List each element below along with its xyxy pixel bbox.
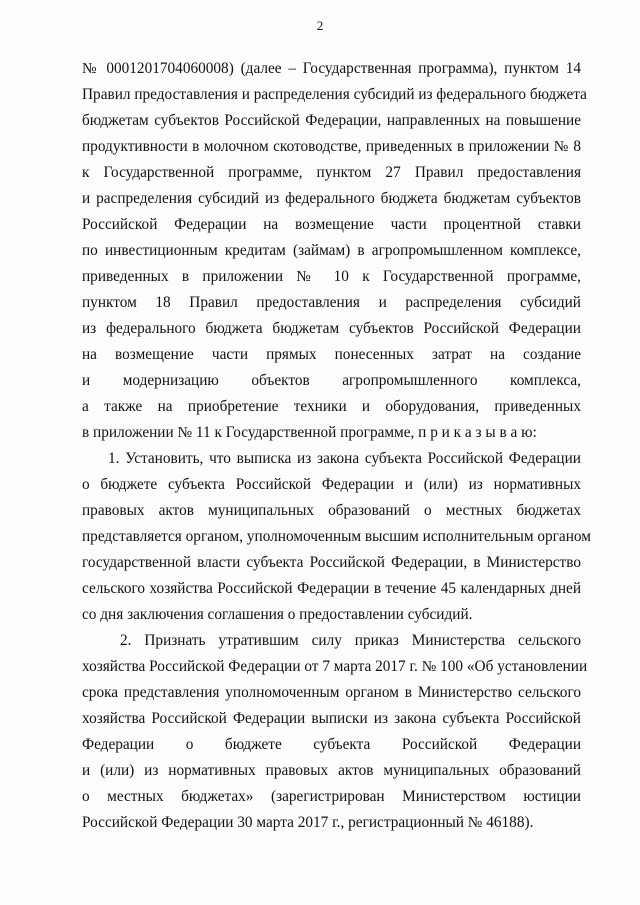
text-line: 2. Признать утратившим силу приказ Министерства сельского	[120, 632, 581, 649]
text-line: сельского хозяйства Российской Федерации в течение 45 календарных дней	[82, 580, 581, 597]
page-number: 2	[316, 18, 324, 33]
text-line: Правил предоставления и распределения субсидий из федерального бюджета	[82, 86, 587, 103]
text-line: на возмещение части прямых понесенных затрат на создание	[82, 346, 581, 363]
text-line: а также на приобретение техники и оборудования, приведенных	[82, 398, 581, 415]
text-line: 1. Установить, что выписка из закона субъекта Российской Федерации	[108, 450, 581, 467]
text-line: по инвестиционным кредитам (займам) в агропромышленном комплексе,	[82, 242, 581, 259]
text-line: о бюджете субъекта Российской Федерации и (или) из нормативных	[82, 476, 581, 493]
text-line: № 0001201704060008) (далее – Государственная программа), пунктом 14	[82, 60, 581, 77]
text-line: хозяйства Российской Федерации выписки из закона субъекта Российской	[82, 710, 581, 727]
text-line: о местных бюджетах» (зарегистрирован Министерством юстиции	[82, 788, 581, 805]
text-line: из федерального бюджета бюджетам субъектов Российской Федерации	[82, 320, 581, 337]
text-line: и распределения субсидий из федерального бюджета бюджетам субъектов	[82, 190, 581, 207]
text-line: срока представления уполномоченным органом в Министерство сельского	[82, 684, 581, 701]
text-line: в приложении № 11 к Государственной программе, п р и к а з ы в а ю:	[82, 424, 537, 441]
text-line: правовых актов муниципальных образований о местных бюджетах	[82, 502, 581, 519]
text-line: представляется органом, уполномоченным высшим исполнительным органом	[82, 528, 591, 545]
text-line: государственной власти субъекта Российской Федерации, в Министерство	[82, 554, 581, 571]
text-line: хозяйства Российской Федерации от 7 марта 2017 г. № 100 «Об установлении	[82, 658, 588, 675]
text-line: к Государственной программе, пунктом 27 Правил предоставления	[82, 164, 581, 181]
text-line: пунктом 18 Правил предоставления и распределения субсидий	[82, 294, 581, 311]
text-line: и модернизацию объектов агропромышленного комплекса,	[82, 372, 581, 389]
text-line: Федерации о бюджете субъекта Российской Федерации	[82, 736, 581, 753]
text-line: Российской Федерации на возмещение части процентной ставки	[82, 216, 581, 233]
text-line: бюджетам субъектов Российской Федерации, направленных на повышение	[82, 112, 581, 129]
text-line: и (или) из нормативных правовых актов муниципальных образований	[82, 762, 581, 779]
text-line: со дня заключения соглашения о предоставлении субсидий.	[82, 606, 473, 623]
document-body	[82, 56, 591, 836]
text-line: приведенных в приложении № 10 к Государственной программе,	[82, 268, 581, 285]
text-line: продуктивности в молочном скотоводстве, приведенных в приложении № 8	[82, 138, 581, 155]
text-line: Российской Федерации 30 марта 2017 г., регистрационный № 46188).	[82, 814, 534, 831]
